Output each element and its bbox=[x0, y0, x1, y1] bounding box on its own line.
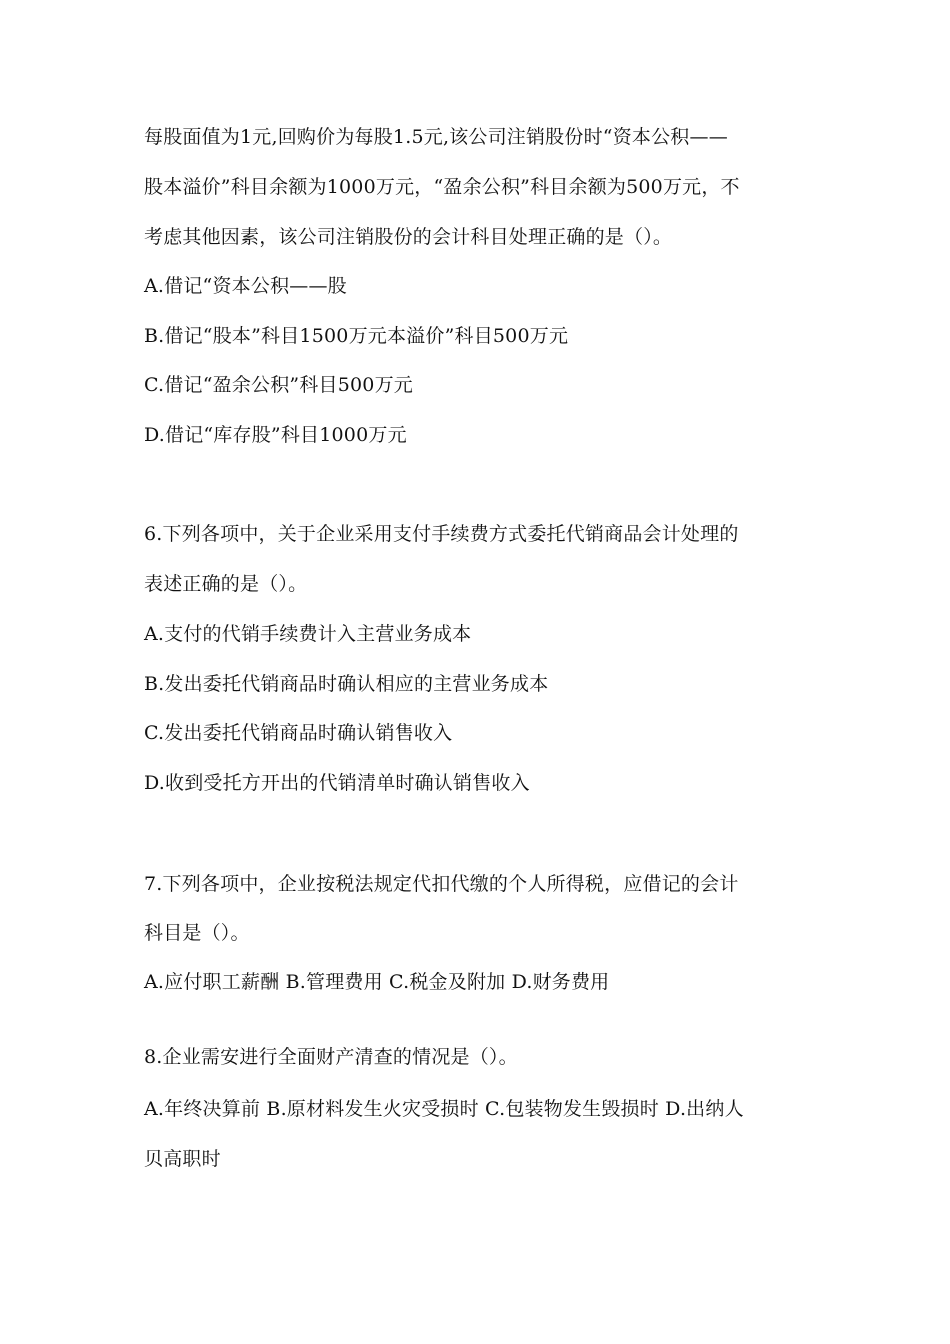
question-6-option-c: C.发出委托代销商品时确认销售收入 bbox=[144, 722, 453, 744]
question-5-option-b: B.借记“股本”科目1500万元本溢价”科目500万元 bbox=[144, 325, 569, 347]
question-6-line-2: 表述正确的是（）。 bbox=[144, 573, 308, 595]
question-5-option-d: D.借记“库存股”科目1000万元 bbox=[144, 424, 407, 446]
question-8-options-line-1: A.年终决算前 B.原材料发生火灾受损时 C.包装物发生毁损时 D.出纳人 bbox=[144, 1098, 744, 1120]
question-5-option-c: C.借记“盈余公积”科目500万元 bbox=[144, 374, 413, 396]
question-8-line-1: 8.企业需安进行全面财产清查的情况是（）。 bbox=[144, 1046, 518, 1068]
question-6-option-b: B.发出委托代销商品时确认相应的主营业务成本 bbox=[144, 673, 549, 695]
question-8-options-line-2: 贝高职时 bbox=[144, 1148, 221, 1170]
question-6-option-d: D.收到受托方开出的代销清单时确认销售收入 bbox=[144, 772, 530, 794]
question-5-option-a: A.借记“资本公积——股 bbox=[144, 275, 347, 297]
question-5-line-1: 每股面值为1元,回购价为每股1.5元,该公司注销股份时“资本公积—— bbox=[144, 126, 728, 148]
question-6-option-a: A.支付的代销手续费计入主营业务成本 bbox=[144, 623, 472, 645]
question-6-line-1: 6.下列各项中，关于企业采用支付手续费方式委托代销商品会计处理的 bbox=[144, 523, 739, 545]
question-7-line-2: 科目是（）。 bbox=[144, 922, 250, 944]
question-5-line-2: 股本溢价”科目余额为1000万元，“盈余公积”科目余额为500万元，不 bbox=[144, 176, 740, 198]
question-5-line-3: 考虑其他因素，该公司注销股份的会计科目处理正确的是（）。 bbox=[144, 226, 673, 248]
question-7-line-1: 7.下列各项中，企业按税法规定代扣代缴的个人所得税，应借记的会计 bbox=[144, 873, 739, 895]
question-7-options: A.应付职工薪酬 B.管理费用 C.税金及附加 D.财务费用 bbox=[144, 971, 610, 993]
